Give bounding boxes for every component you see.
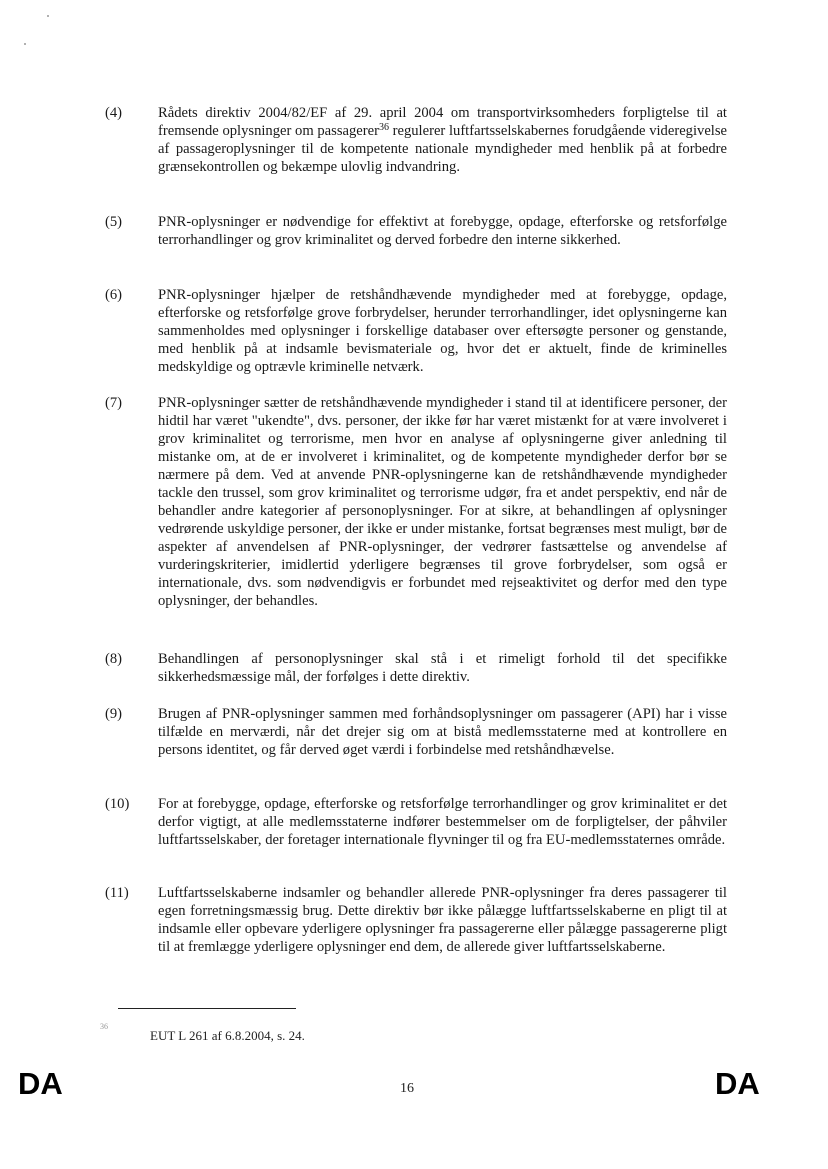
recital-text <box>158 104 727 176</box>
scan-speck <box>47 15 49 17</box>
recital-text: Luftfartsselskaberne indsamler og behandler allerede PNR-oplysninger fra deres passagerer til egen forretningsmæssig brug. Dette direktiv bør ikke pålægge luftfartsselskaberne en pligt til at indsamle eller opbevare yderligere oplysninger fra passagererne eller pålægge passagererne pligt til at fremlægge yderligere oplysninger end dem, de allerede giver luftfartsselskaberne. <box>158 885 727 955</box>
footnote-separator <box>118 1008 296 1009</box>
recital-number: (4) <box>105 105 123 121</box>
recital-text-part: Rådets direktiv 2004/82/EF af 29. april 2004 om transportvirksomheders forpligtelse til at fremsende oplysninger om passagerer <box>158 105 727 139</box>
recital-number: (7) <box>105 395 123 411</box>
recital-text: PNR-oplysninger er nødvendige for effektivt at forebygge, opdage, efterforske og retsforfølge terrorhandlinger og grov kriminalitet og derved forbedre den interne sikkerhed. <box>158 214 727 248</box>
page-number: 16 <box>400 1081 414 1096</box>
recital-number: (10) <box>105 796 130 812</box>
recital-number: (11) <box>105 885 129 901</box>
footnote-text: EUT L 261 af 6.8.2004, s. 24. <box>150 1028 305 1043</box>
language-code-right: DA <box>715 1066 760 1101</box>
footnote-reference: 36 <box>378 122 389 133</box>
recital-number: (5) <box>105 214 123 230</box>
language-code-left: DA <box>18 1066 63 1101</box>
recital-text: For at forebygge, opdage, efterforske og retsforfølge terrorhandlinger og grov kriminalitet er det derfor vigtigt, at alle medlemsstaterne indfører bestemmelser om de forpligtelser, der påhviler luftfartsselskaber, der foretager internationale flyvninger til og fra EU-medlemsstaternes område. <box>158 796 727 848</box>
recital-text: Brugen af PNR-oplysninger sammen med forhåndsoplysninger om passagerer (API) har i visse tilfælde en merværdi, når det drejer sig om at bistå medlemsstaterne med at kontrollere en persons identitet, og får derved øget værdi i forbindelse med retshåndhævelse. <box>158 706 727 758</box>
recital-text: PNR-oplysninger sætter de retshåndhævende myndigheder i stand til at identificere personer, der hidtil har været "ukendte", dvs. personer, der ikke før har været mistænkt for at være involveret i grov kriminalitet og terrorisme, men hvor en analyse af oplysningerne giver anledning til mistanke om, at de er involveret i kriminalitet, og de kompetente myndigheder derfor bør se nærmere på dem. Ved at anvende PNR-oplysningerne kan de retshåndhævende myndigheder tackle den trussel, som grov kriminalitet og terrorisme udgør, fra et andet perspektiv, end når de behandler andre kategorier af personoplysninger. For at sikre, at behandlingen af oplysninger vedrørende uskyldige personer, der ikke er under mistanke, fortsat begrænses mest muligt, bør de aspekter af anvendelsen af PNR-oplysninger, der vedrører fastsættelse og anvendelse af vurderingskriterier, imidlertid yderligere begrænses til grove forbrydelser, som også er internationale, dvs. som nødvendigvis er forbundet med rejseaktivitet og derfor med den type oplysninger, der behandles. <box>158 395 727 609</box>
recital-text-part: regulerer luftfartsselskabernes forudgående videregivelse af passageroplysninger til de kompetente nationale myndigheder med henblik på at forbedre grænsekontrollen og bekæmpe ulovlig indvandring. <box>158 123 728 175</box>
recital-number: (9) <box>105 706 123 722</box>
recital-number: (6) <box>105 287 123 303</box>
recital-text: Behandlingen af personoplysninger skal stå i et rimeligt forhold til det specifikke sikkerhedsmæssige mål, der forfølges i dette direktiv. <box>158 651 727 685</box>
recital-text: PNR-oplysninger hjælper de retshåndhævende myndigheder med at forebygge, opdage, efterforske og retsforfølge grove forbrydelser, herunder terrorhandlinger, idet oplysningerne kan sammenholdes med oplysninger i forskellige databaser over eftersøgte personer og genstande, med henblik på at indsamle bevismateriale og, hvor det er aktuelt, finde de kriminelles medskyldige og optrævle kriminelle netværk. <box>158 287 727 375</box>
recital-number: (8) <box>105 651 123 667</box>
scan-speck <box>24 43 26 45</box>
footnote-mark: 36 <box>100 1022 108 1031</box>
